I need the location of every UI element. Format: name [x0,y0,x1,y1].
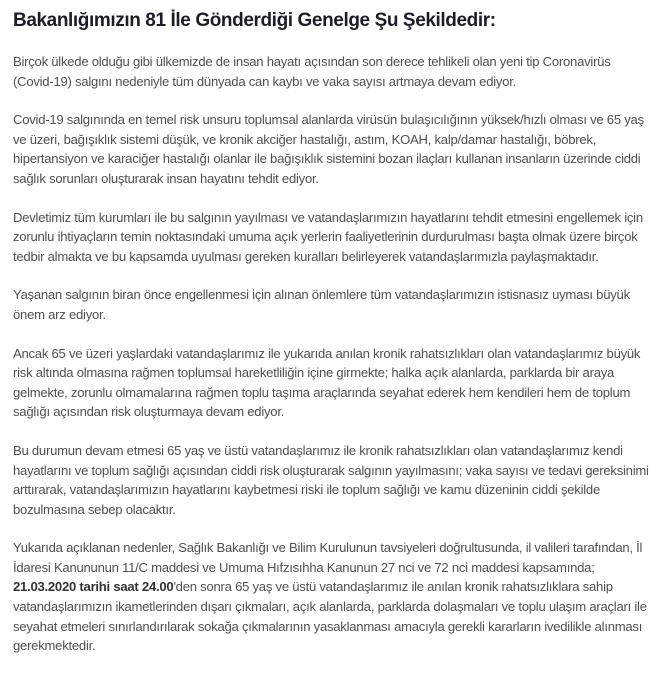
paragraph-5: Ancak 65 ve üzeri yaşlardaki vatandaşlarımız ile yukarıda anılan kronik rahatsızlıkları olan vatandaşlarımız büyük risk altında olmasına rağmen toplumsal hareketliliğin içine girmekte; halka açık alanlarda, parklarda bir araya gelmekte, zorunlu olmamalarına rağmen toplu taşıma araçlarında seyahat ederek hem kendileri hem de toplum sağlığı açısından risk oluşturmaya devam ediyor. [13,345,641,420]
paragraph-7-rest: 'den sonra 65 yaş ve üstü vatandaşlarımız ile anılan kronik rahatsızlıklara sahip vatandaşlarımızın ikametlerinden dışarı çıkmaları, açık alanlarda, parklarda dolaşmaları ve toplu ulaşım araçları ile seyahat etmeleri sınırlandırılarak sokağa çıkmalarının yasaklanması amacıyla gerekli kararların ivedilikle alınması gerekmektedir. [13,579,647,654]
paragraph-7-intro: Yukarıda açıklanan nedenler, Sağlık Bakanlığı ve Bilim Kurulunun tavsiyeleri doğrultusunda, il valileri tarafından, İl İdaresi Kanununun 11/C maddesi ve Umuma Hıfzısıhha Kanunun 27 nci ve 72 nci maddesi kapsamında; [13,540,643,575]
paragraph-4: Yaşanan salgının biran önce engellenmesi için alınan önlemlere tüm vatandaşlarımızın istisnasız uyması büyük önem arz ediyor. [13,287,630,322]
paragraph-6: Bu durumun devam etmesi 65 yaş ve üstü vatandaşlarımız ile kronik rahatsızlıkları olan vatandaşlarımız kendi hayatlarını ve toplum sağlığı açısından ciddi risk oluşturarak salgının yayılmasını; vaka sayısı ve tedavi gereksinimi arttırarak, vatandaşlarımızın hayatlarını kaybetmesi riski ile toplum sağlığı ve kamu düzeninin ciddi şekilde bozulmasına sebep olacaktır. [13,442,649,517]
paragraph-7 [13,538,653,656]
article-title: Bakanlığımızın 81 İle Gönderdiği Genelge Şu Şekildedir: [13,10,496,31]
article [13,8,653,675]
paragraph-1: Birçok ülkede olduğu gibi ülkemizde de insan hayatı açısından son derece tehlikeli olan yeni tip Coronavirüs (Covid-19) salgını nedeniyle tüm dünyada can kaybı ve vaka sayısı artmaya devam ediyor. [13,54,611,89]
curfew-date-bold: 21.03.2020 tarihi saat 24.00 [13,579,174,595]
paragraph-2: Covid-19 salgınında en temel risk unsuru toplumsal alanlarda virüsün bulaşıcılığının yüksek/hızlı olması ve 65 yaş ve üzeri, bağışıklık sistemi düşük, ve kronik akciğer hastalığı, astım, KOAH, kalp/damar hastalığı, böbrek, hipertansiyon ve karaciğer hastalığı olanlar ile bağışıklık sistemini bozan ilaçları kullanan insanların üzerinde ciddi sağlık sorunları oluşturarak insan hayatını tehdit ediyor. [13,112,644,186]
paragraph-3: Devletimiz tüm kurumları ile bu salgının yayılması ve vatandaşlarımızın hayatlarını tehdit etmesini engellemek için zorunlu ihtiyaçların temin noktasındaki umuma açık yerlerin faaliyetlerinin durdurulması başta olmak üzere birçok tedbir almakta ve bu kapsamda uyulması gereken kuralları belirleyerek vatandaşlarımızla paylaşmaktadır. [13,209,643,264]
